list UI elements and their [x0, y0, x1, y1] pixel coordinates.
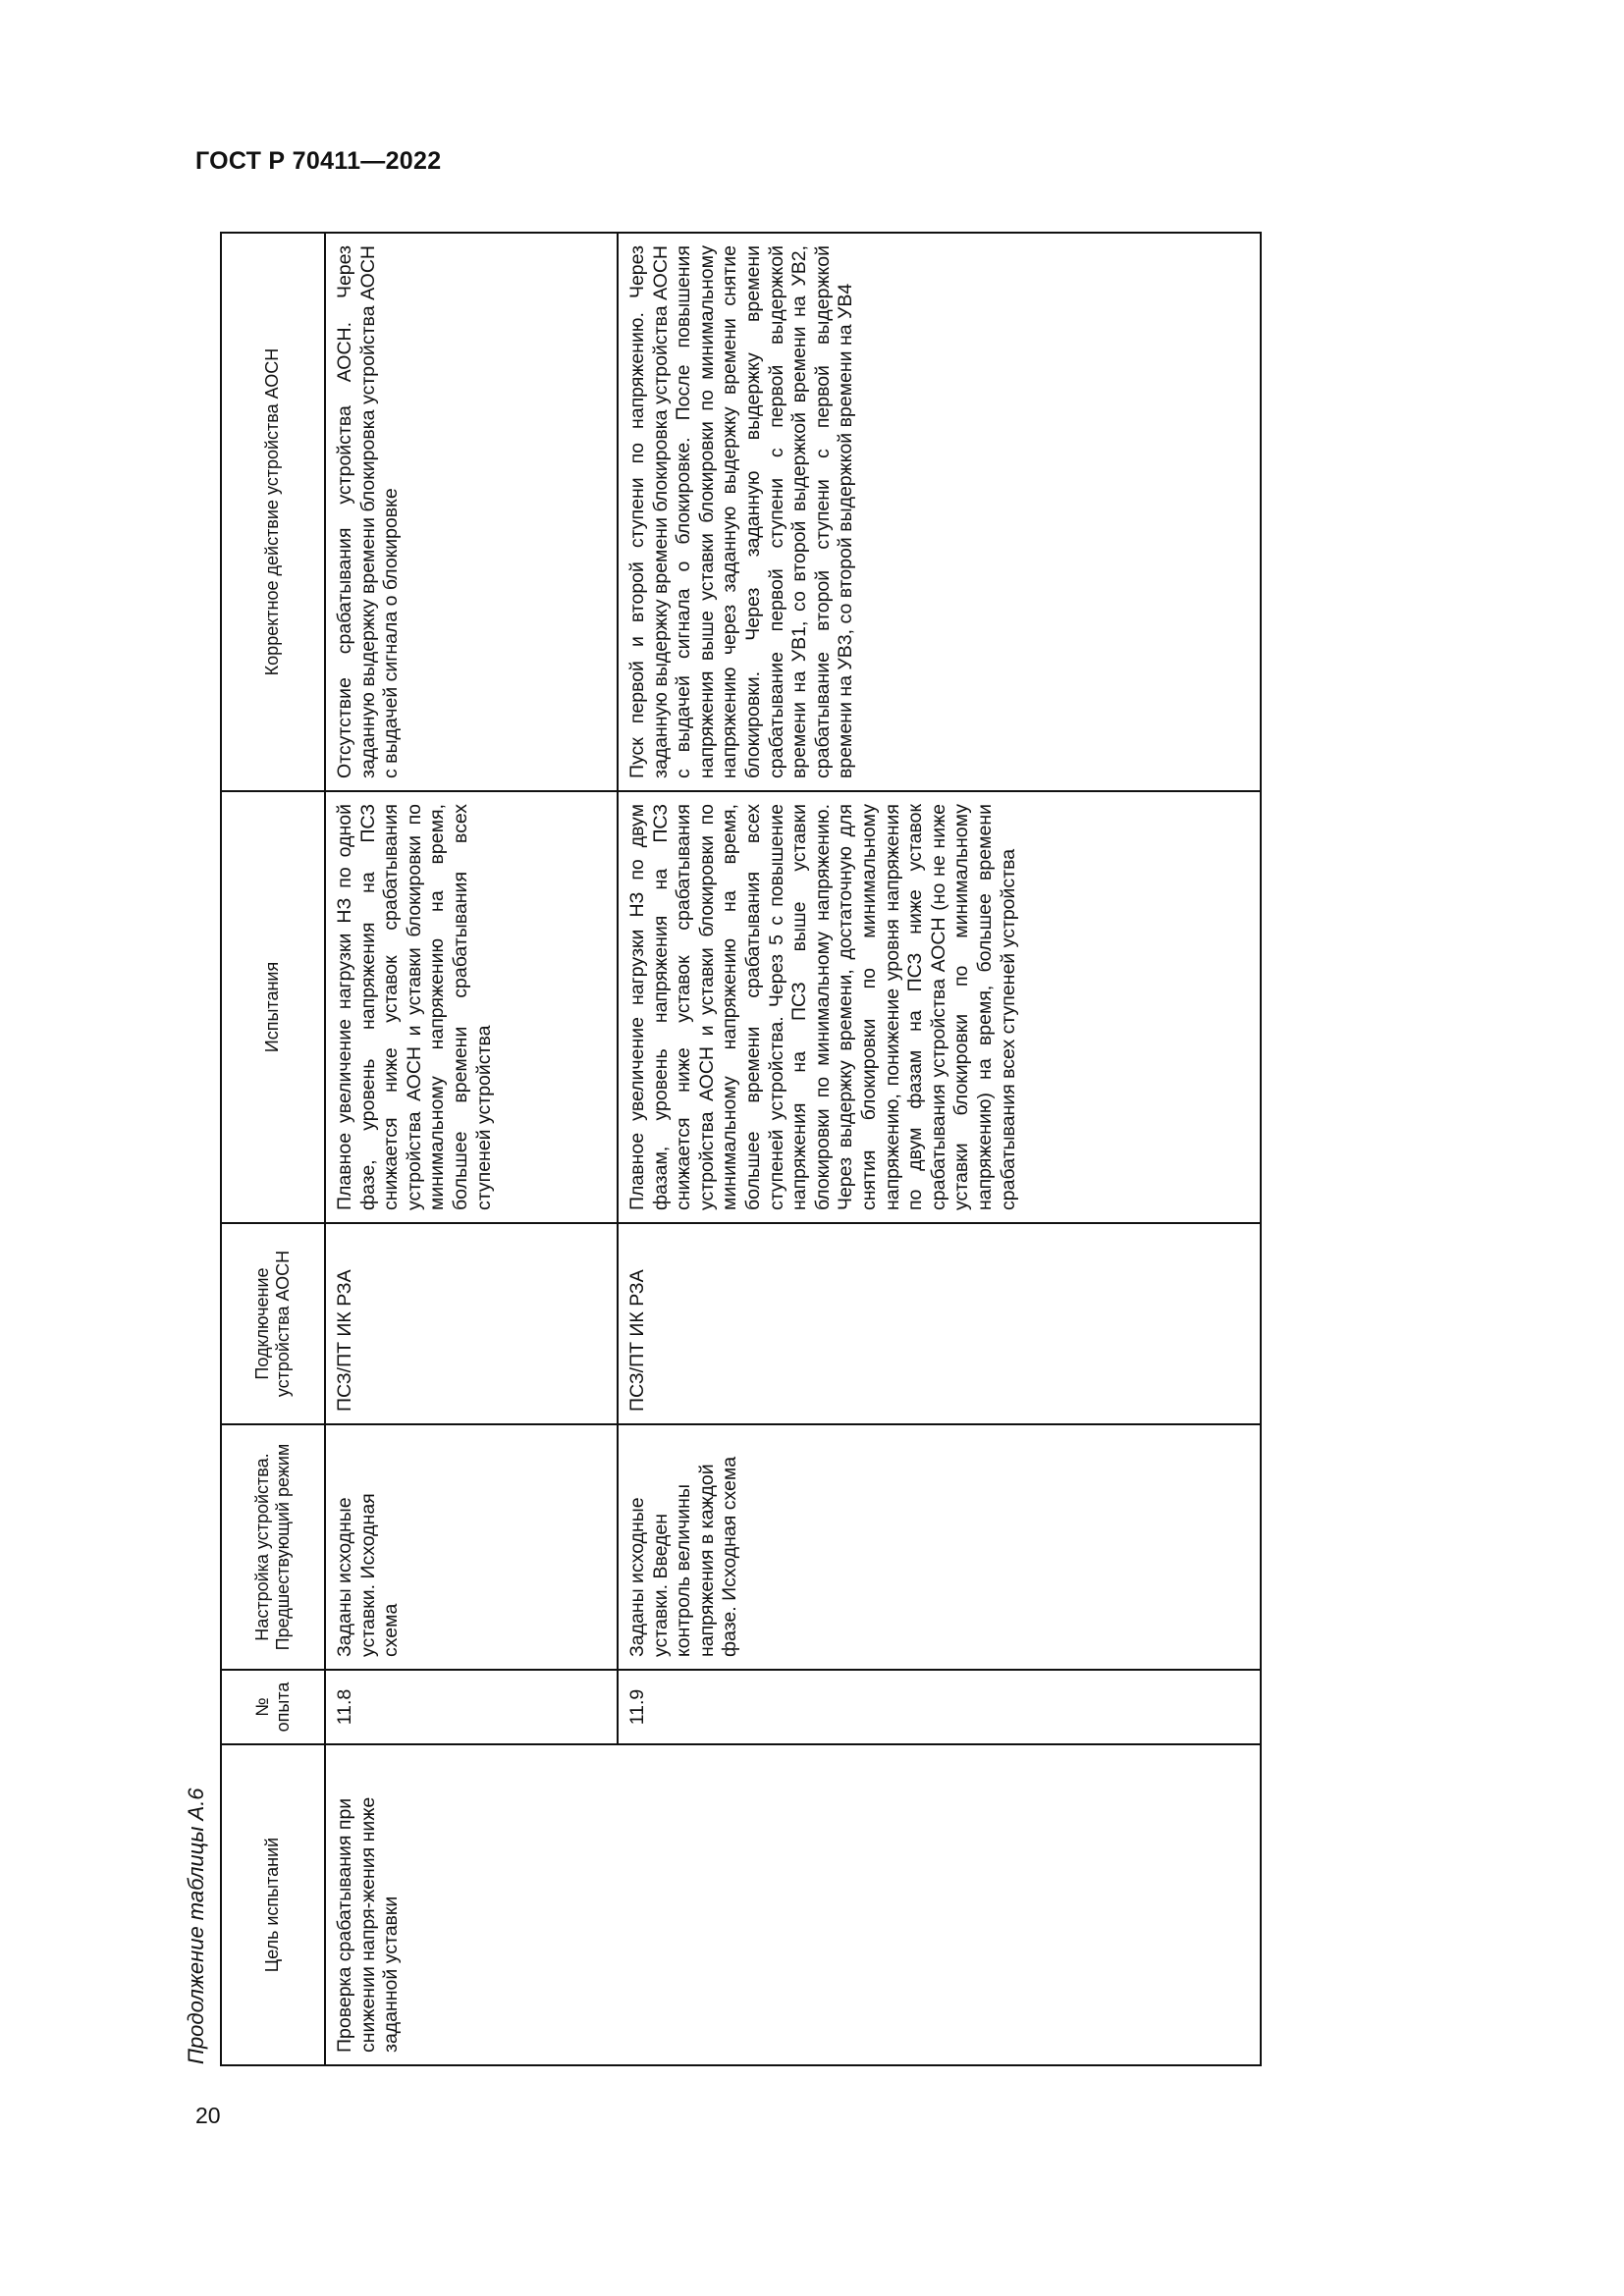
- setup-cell: Заданы исходные уставки. Введен контроль величины напряжения в каждой фазе. Исходная схема: [618, 1424, 1261, 1670]
- test-number-cell: 11.8: [325, 1670, 618, 1744]
- document-header: ГОСТ Р 70411—2022: [195, 147, 442, 175]
- test-number-cell: 11.9: [618, 1670, 1261, 1744]
- column-header-correct-action: Корректное действие устройства АОСН: [221, 233, 325, 791]
- connection-cell: ПСЗ/ПТ ИК РЗА: [325, 1223, 618, 1424]
- table-caption: Продолжение таблицы А.6: [184, 1788, 208, 2064]
- correct-action-cell: Отсутствие срабатывания устройства АОСН. Через заданную выдержку времени блокировка устройства АОСН с выдачей сигнала о блокировке: [325, 233, 618, 791]
- connection-cell: ПСЗ/ПТ ИК РЗА: [618, 1223, 1261, 1424]
- table-header-row: [221, 233, 325, 2065]
- column-header-connection: Подключение устройства АОСН: [221, 1223, 325, 1424]
- column-header-setup: Настройка устройства. Предшествующий режим: [221, 1424, 325, 1670]
- test-description-cell: Плавное увеличение нагрузки НЗ по двум фазам, уровень напряжения на ПСЗ снижается ниже уставок срабатывания устройства АОСН и уставки блокировки по минимальному напряжению на время, большее времени срабатывания всех ступеней устройства. Через 5 с повышение напряжения на ПСЗ выше уставки блокировки по минимальному напряжению. Через выдержку времени, достаточную для снятия блокировки по минимальному напряжению, понижение уровня напряжения по двум фазам на ПСЗ ниже уставок срабатывания устройства АОСН (но не ниже уставки блокировки по минимальному напряжению) на время, большее времени срабатывания всех ступеней устройства: [618, 791, 1261, 1223]
- correct-action-cell: Пуск первой и второй ступени по напряжению. Через заданную выдержку времени блокировка устройства АОСН с выдачей сигнала о блокировке. После повышения напряжения выше уставки блокировки по минимальному напряжению через заданную выдержку времени снятие блокировки. Через заданную выдержку времени срабатывание первой ступени с первой выдержкой времени на УВ1, со второй выдержкой времени на УВ2, срабатывание второй ступени с первой выдержкой времени на УВ3, со второй выдержкой времени на УВ4: [618, 233, 1261, 791]
- column-header-goal: Цель испытаний: [221, 1744, 325, 2065]
- column-header-tests: Испытания: [221, 791, 325, 1223]
- test-goal-cell: Проверка срабатывания при снижении напря-жения ниже заданной уставки: [325, 1744, 1261, 2065]
- table-row: [325, 233, 618, 2065]
- rotated-table-area: [173, 234, 1256, 2066]
- column-header-number: № опыта: [221, 1670, 325, 1744]
- page-number: 20: [195, 2103, 221, 2128]
- test-description-cell: Плавное увеличение нагрузки НЗ по одной фазе, уровень напряжения на ПСЗ снижается ниже уставок срабатывания устройства АОСН и уставки блокировки по минимальному напряжению на время, большее времени срабатывания всех ступеней устройства: [325, 791, 618, 1223]
- test-table: [220, 232, 1262, 2066]
- setup-cell: Заданы исходные уставки. Исходная схема: [325, 1424, 618, 1670]
